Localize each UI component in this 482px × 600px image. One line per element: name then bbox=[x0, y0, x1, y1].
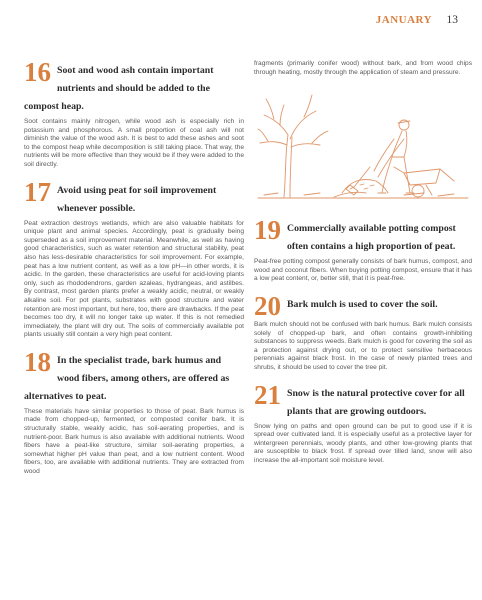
running-head-month: JANUARY bbox=[375, 14, 433, 26]
page-number: 13 bbox=[446, 14, 458, 26]
tip-body: Soot contains mainly nitrogen, while wood ash is especially rich in potassium and phosphorous. A small proportion of coal ash will not diminish the value of the wood ash. It is best to add these ashes and soot to the compost heap while decomposition is still taking place. That way, the nutrients will be more effective than they would be if they were added to the soil directly. bbox=[24, 118, 244, 168]
tip-heading bbox=[254, 383, 472, 419]
tip-body: Peat-free potting compost generally consists of bark humus, compost, and wood and coconut fibers. When buying potting compost, ensure that it has a low peat content, or, better still, that it is peat-free. bbox=[254, 258, 472, 283]
tip-heading bbox=[24, 180, 244, 216]
tip-number: 19 bbox=[254, 218, 281, 246]
tip-21 bbox=[254, 383, 472, 466]
tip-heading bbox=[24, 60, 244, 114]
tip-heading bbox=[24, 350, 244, 404]
tip-19 bbox=[254, 218, 472, 284]
tip-title: Snow is the natural protective cover for all plants that are growing outdoors. bbox=[287, 387, 465, 417]
right-column bbox=[254, 60, 472, 476]
tip-16 bbox=[24, 60, 244, 170]
tip-title: Bark mulch is used to cover the soil. bbox=[287, 298, 438, 310]
tip-18 bbox=[24, 350, 244, 477]
tip-number: 20 bbox=[254, 293, 281, 317]
tip-number: 17 bbox=[24, 179, 51, 207]
tip-body: These materials have similar properties to those of peat. Bark humus is made from chopped-up, fermented, or composted conifer bark. It is structurally stable, weakly acidic, has soil-aerating properties, and is nutrient-poor. Bark humus is also available with additional nutrients. Wood fibers have a peat-like structure, similar soil-aerating properties, a somewhat higher pH value than peat, and a low nutrient content. Wood fibers, too, are available with additional nutrients. They are extracted from wood bbox=[24, 407, 244, 476]
tip-number: 18 bbox=[24, 349, 51, 377]
tip-heading bbox=[254, 218, 472, 254]
continued-text: fragments (primarily conifer wood) without bark, and from wood chips through heating, mostly through the application of steam and pressure. bbox=[254, 60, 472, 76]
gardener-illustration bbox=[254, 85, 472, 203]
tip-body: Peat extraction destroys wetlands, which are also valuable habitats for unique plant and animal species. Accordingly, peat is gradually being superseded as a soil improvement material. Meanwhile, as well as having good characteristics, such as water retention and structural stability, peat also has less-desirable characteristics for soil improvement. For example, peat has a low nutrient content, as well as a low pH—in other words, it is acidic. In the garden, these characteristics are useful for acid-loving plants only, such as rhododendrons, garden azaleas, hydrangeas, and astilbes. By contrast, most garden plants prefer a weakly acidic, neutral, or weakly alkaline soil. For pot plants, substrates with good structure and water retention are most important, but here, too, there are drawbacks. If the peat becomes too dry, it will no longer take up water. If this is not remedied immediately, the plant will dry out. The soils of commercially available pot plants usually still contain a very high peat content. bbox=[24, 219, 244, 339]
tip-title: Soot and wood ash contain important nutrients and should be added to the compost heap. bbox=[24, 65, 214, 112]
left-column bbox=[24, 60, 244, 487]
page-header bbox=[24, 10, 458, 30]
tip-heading bbox=[254, 294, 472, 317]
tip-title: Avoid using peat for soil improvement whenever possible. bbox=[57, 184, 217, 214]
tip-body: Bark mulch should not be confused with bark humus. Bark mulch consists solely of chopped-up bark, and often contains growth-inhibiting substances to suppress weeds. Bark mulch is good for covering the soil as a protection against drying out, or to protect sensitive herbaceous perennials against black frost. In the case of newly planted trees and shrubs, it should be used to cover the tree pit. bbox=[254, 320, 472, 371]
tip-number: 16 bbox=[24, 60, 51, 87]
tip-17 bbox=[24, 180, 244, 340]
tip-title: Commercially available potting compost often contains a high proportion of peat. bbox=[287, 223, 456, 253]
tip-20 bbox=[254, 294, 472, 373]
tip-body: Snow lying on paths and open ground can be put to good use if it is spread over cultivated land. It is especially useful as a protective layer for wintergreen perennials, woody plants, and other low-growing plants that are susceptible to black frost. If spread over tilled land, snow will also increase the all-important soil moisture level. bbox=[254, 422, 472, 464]
tip-title: In the specialist trade, bark humus and wood fibers, among others, are offered as alternatives to peat. bbox=[24, 354, 230, 402]
tip-number: 21 bbox=[254, 382, 281, 410]
